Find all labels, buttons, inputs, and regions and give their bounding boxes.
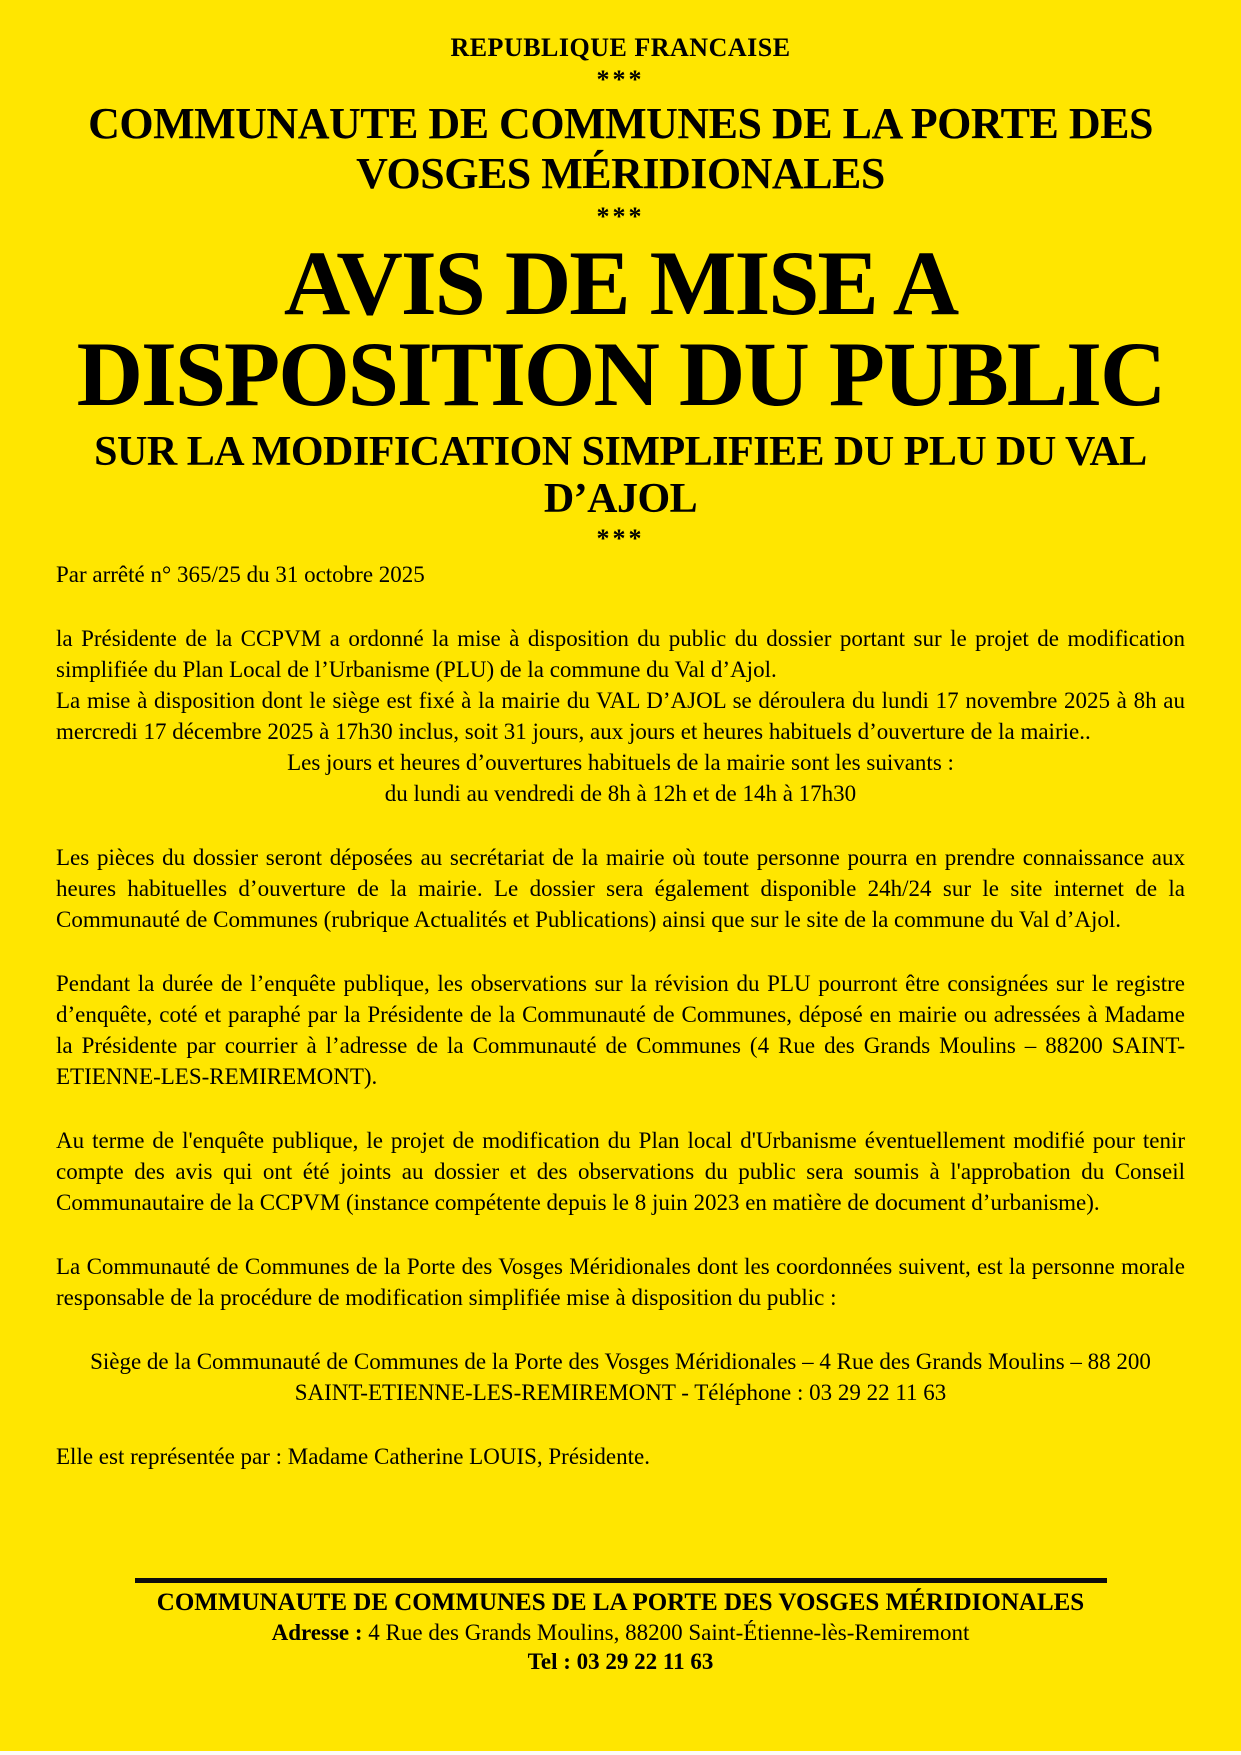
notice-footer (0, 1578, 1241, 1676)
footer-address-label: Adresse : (271, 1620, 363, 1645)
notice-title (56, 232, 1185, 425)
community-name-heading (56, 99, 1185, 199)
notice-header (56, 0, 1185, 552)
notice-subtitle (56, 429, 1185, 523)
paragraph-approval: Au terme de l'enquête publique, le projet de modification du Plan local d'Urbanisme éventuellement modifié pour tenir compte des avis qui ont été joints au dossier et des observations du public sera soumis à l'approbation du Conseil Communautaire de la CCPVM (instance compétente depuis le 8 juin 2023 en matière de document d’urbanisme). (56, 1128, 1185, 1215)
notice-title-line-1: AVIS DE MISE A (283, 232, 958, 334)
opening-hours-intro: Les jours et heures d’ouvertures habituels de la mairie sont les suivants : (287, 750, 954, 775)
footer-divider (135, 1578, 1107, 1583)
decree-reference: Par arrêté n° 365/25 du 31 octobre 2025 (56, 562, 425, 587)
paragraph-period: La mise à disposition dont le siège est fixé à la mairie du VAL D’AJOL se déroulera du lundi 17 novembre 2025 à 8h au mercredi 17 décembre 2025 à 17h30 inclus, soit 31 jours, aux jours et heures habituels d’ouverture de la mairie.. (56, 688, 1185, 744)
separator-stars-3: *** (596, 524, 645, 553)
footer-address (0, 1619, 1241, 1647)
paragraph-dossier-access: Les pièces du dossier seront déposées au secrétariat de la mairie où toute personne pourra en prendre connaissance aux heures habituelles d’ouverture de la mairie. Le dossier sera également disponible 24h/24 sur le site internet de la Communauté de Communes (rubrique Actualités et Publications) ainsi que sur le site de la commune du Val d’Ajol. (56, 845, 1185, 932)
notice-body (56, 559, 1185, 1472)
notice-subtitle-line-1: SUR LA MODIFICATION SIMPLIFIEE DU PLU DU VAL (94, 429, 1147, 475)
separator-stars-1: *** (596, 65, 645, 94)
paragraph-responsible-entity: La Communauté de Communes de la Porte des Vosges Méridionales dont les coordonnées suivent, est la personne morale responsable de la procédure de modification simplifiée mise à disposition du public : (56, 1254, 1185, 1310)
community-name-line-2: VOSGES MÉRIDIONALES (356, 149, 885, 198)
notice-title-line-2: DISPOSITION DU PUBLIC (76, 323, 1165, 425)
notice-subtitle-line-2: D’AJOL (543, 476, 698, 522)
footer-telephone: Tel : 03 29 22 11 63 (527, 1649, 714, 1674)
separator-stars-2: *** (596, 202, 645, 231)
representative-line: Elle est représentée par : Madame Catherine LOUIS, Présidente. (56, 1444, 650, 1469)
footer-org-name: COMMUNAUTE DE COMMUNES DE LA PORTE DES VOSGES MÉRIDIONALES (156, 1589, 1085, 1616)
community-name-line-1: COMMUNAUTE DE COMMUNES DE LA PORTE DES (88, 99, 1153, 148)
paragraph-register: Pendant la durée de l’enquête publique, les observations sur la révision du PLU pourront être consignées sur le registre d’enquête, coté et paraphé par la Présidente de la Communauté de Communes, déposé en mairie ou adressées à Madame la Présidente par courrier à l’adresse de la Communauté de Communes (4 Rue des Grands Moulins – 88200 SAINT-ETIENNE-LES-REMIREMONT). (56, 971, 1185, 1089)
headquarters-address: Siège de la Communauté de Communes de la Porte des Vosges Méridionales – 4 Rue des Grands Moulins – 88 200 SAINT-ETIENNE-LES-REMIREMONT - Téléphone : 03 29 22 11 63 (90, 1349, 1151, 1405)
opening-hours: du lundi au vendredi de 8h à 12h et de 14h à 17h30 (384, 781, 857, 806)
paragraph-decision: la Présidente de la CCPVM a ordonné la mise à disposition du public du dossier portant sur le projet de modification simplifiée du Plan Local de l’Urbanisme (PLU) de la commune du Val d’Ajol. (56, 626, 1185, 682)
footer-address-value: 4 Rue des Grands Moulins, 88200 Saint-Étienne-lès-Remiremont (368, 1620, 970, 1645)
page-bottom-edge (0, 1751, 1241, 1755)
republic-heading: REPUBLIQUE FRANCAISE (450, 33, 791, 62)
